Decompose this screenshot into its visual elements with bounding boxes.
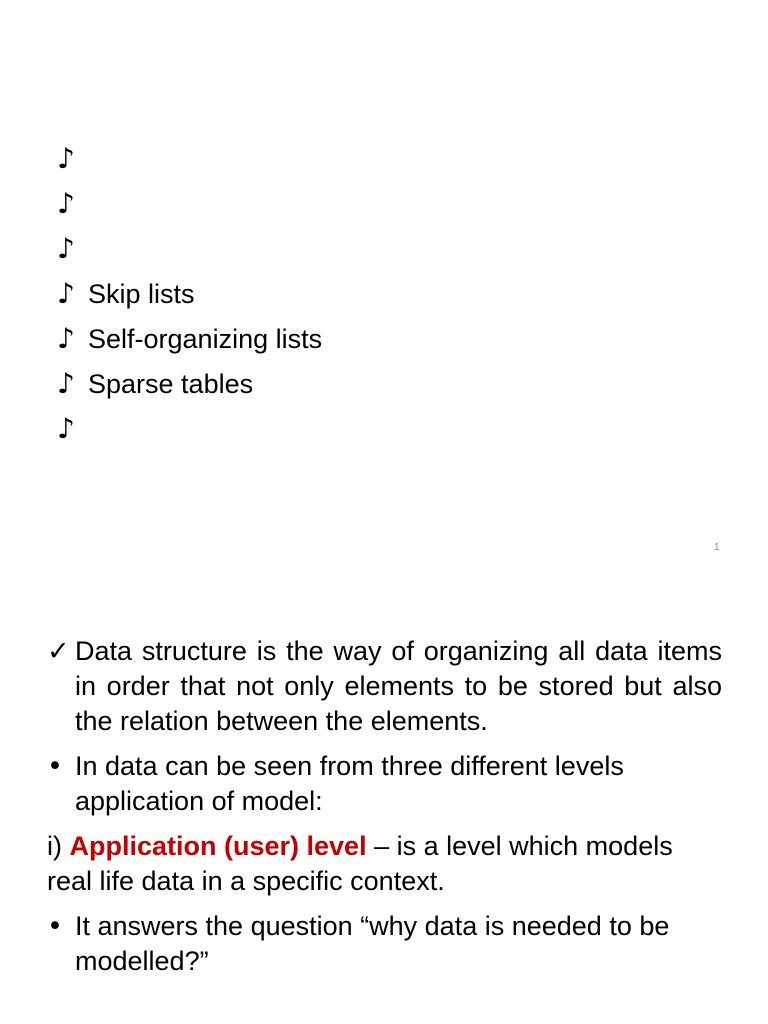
level-description: – is a level which models real life data in a specific context.: [47, 831, 673, 896]
list-item: [57, 361, 322, 406]
topic-list: [57, 136, 322, 451]
list-item: [57, 316, 322, 361]
music-note-icon: ♪: [57, 412, 75, 445]
slide-content: [47, 634, 722, 989]
question-paragraph: [47, 909, 722, 979]
music-note-icon: ♪: [57, 232, 75, 265]
list-item: [57, 271, 322, 316]
music-note-icon: ♪: [57, 187, 75, 220]
list-item-label: Sparse tables: [88, 369, 254, 399]
list-item: [57, 406, 322, 451]
level-prefix: i): [47, 831, 70, 861]
page-number: 1: [714, 542, 720, 553]
checkmark-icon: ✓: [47, 636, 70, 667]
list-item-label: Skip lists: [88, 279, 195, 309]
slide-2: [0, 600, 768, 1024]
music-note-icon: ♪: [57, 367, 75, 400]
list-item: [57, 136, 322, 181]
music-note-icon: ♪: [57, 142, 75, 175]
list-item: [57, 226, 322, 271]
music-note-icon: ♪: [57, 277, 75, 310]
level-name: Application (user) level: [69, 831, 367, 861]
slide-separator: [0, 565, 768, 600]
bullet-icon: •: [47, 751, 63, 782]
definition-text: Data structure is the way of organizing all data items in order that not only elements to be stored but also the relation between the elements.: [75, 636, 722, 736]
levels-intro-paragraph: [47, 749, 722, 819]
application-level-paragraph: [47, 829, 722, 899]
list-item: [57, 181, 322, 226]
definition-paragraph: [47, 634, 722, 739]
bullet-icon: •: [47, 911, 63, 942]
list-item-label: Self-organizing lists: [88, 324, 323, 354]
levels-intro-text: In data can be seen from three different levels application of model:: [75, 751, 624, 816]
question-text: It answers the question “why data is needed to be modelled?”: [75, 911, 670, 976]
music-note-icon: ♪: [57, 322, 75, 355]
